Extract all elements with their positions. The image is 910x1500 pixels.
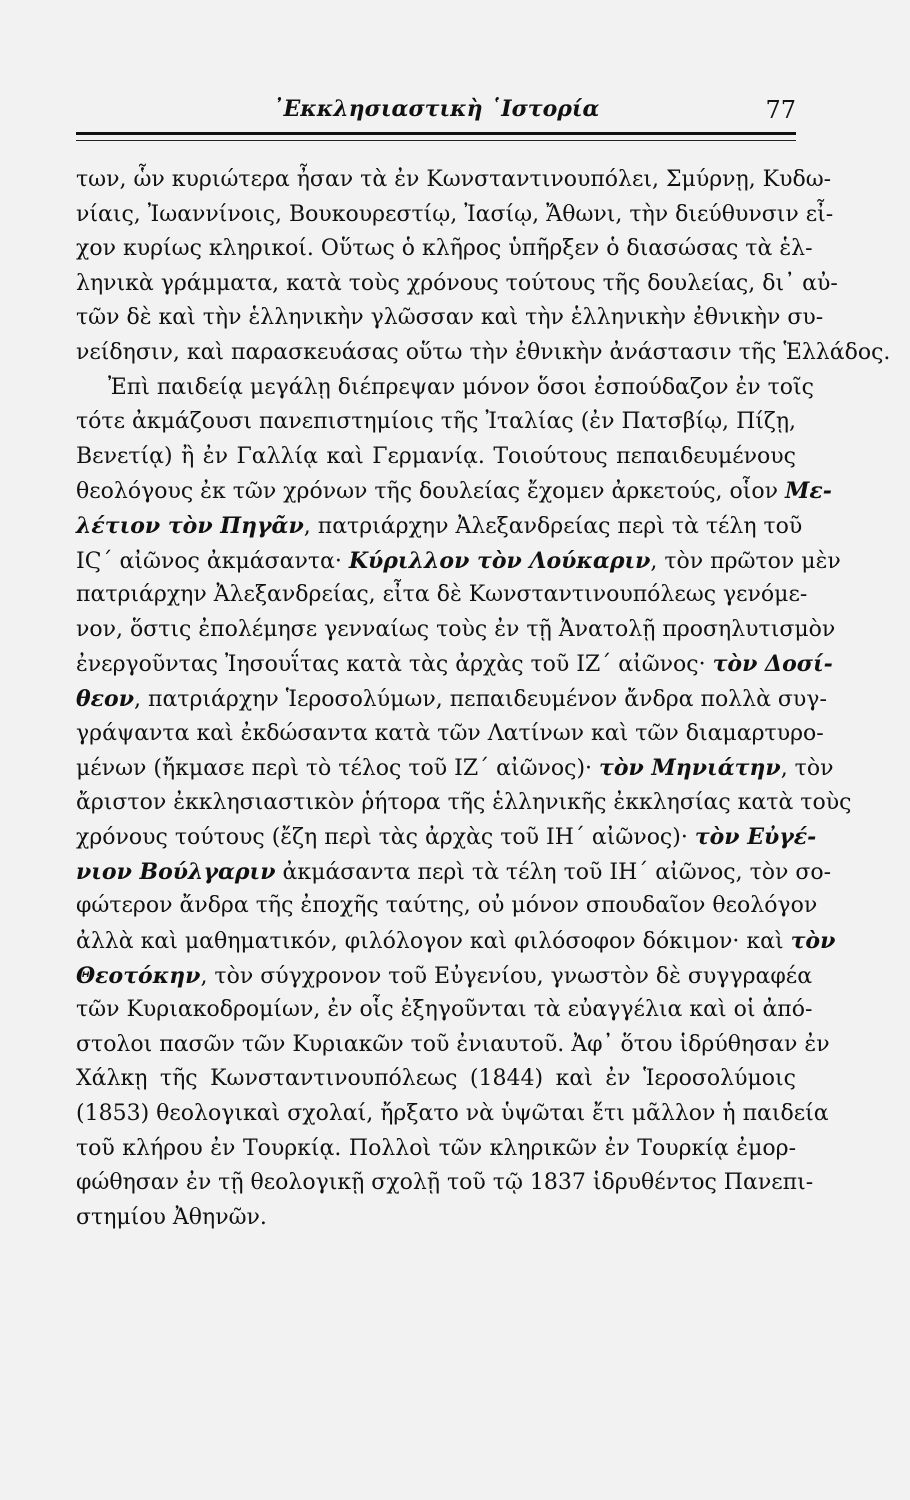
header-rule-thin <box>76 140 796 141</box>
emphasized-name: Θεοτόκην <box>76 962 201 989</box>
text-line <box>76 301 824 336</box>
text-segment: των, ὧν κυριώτερα ἦσαν τὰ ἐν Κωνσταντινουπόλει, Σμύρνῃ, Κυδω- <box>76 167 832 192</box>
text-line <box>76 578 808 613</box>
text-line <box>76 1028 830 1063</box>
emphasized-name: τὸν Εὐγέ- <box>694 824 817 851</box>
running-title: ᾿Εκκλησιαστικὴ ῾Ιστορία <box>272 96 600 122</box>
text-segment: Ἐπὶ παιδείᾳ μεγάλῃ διέπρεψαν μόνον ὅσοι ἐσπούδαζον ἐν τοῖς <box>108 374 814 400</box>
text-line <box>76 820 817 855</box>
text-segment: ἀκμάσαντα περὶ τὰ τέλη τοῦ ΙΗ΄ αἰῶνος, τὸν σο- <box>275 859 832 885</box>
page-number: 77 <box>765 96 796 124</box>
header-rule-thick <box>76 132 796 135</box>
text-segment: , τὸν σύγχρονον τοῦ Εὐγενίου, γνωστὸν δὲ συγγραφέα <box>200 963 813 989</box>
text-line <box>76 889 818 924</box>
text-line <box>76 1166 814 1201</box>
text-line <box>76 717 824 752</box>
text-segment: ἐνεργοῦντας Ἰησουΐτας κατὰ τὰς ἀρχὰς τοῦ ΙΖ΄ αἰῶνος· <box>76 652 713 678</box>
text-segment: χον κυρίως κληρικοί. Οὕτως ὁ κλῆρος ὑπῆρξεν ὁ διασώσας τὰ ἑλ- <box>76 236 813 262</box>
emphasized-name: τὸν Μηνιάτην <box>599 755 781 782</box>
page-header <box>76 96 796 132</box>
text-line <box>76 544 841 579</box>
text-segment: γράψαντα καὶ ἐκδώσαντα κατὰ τῶν Λατίνων καὶ τῶν διαμαρτυρο- <box>76 720 824 746</box>
text-line <box>76 855 832 890</box>
emphasized-name: νιον Βούλγαριν <box>76 858 276 885</box>
text-segment: τότε ἀκμάζουσι πανεπιστημίοις τῆς Ἰταλίας (ἐν Πατσβίῳ, Πίζῃ, <box>76 409 796 435</box>
text-line <box>76 198 834 233</box>
emphasized-name: Κύριλλον τὸν Λούκαριν <box>348 547 651 574</box>
text-line <box>76 1062 796 1097</box>
text-line <box>76 613 836 648</box>
text-segment: νείδησιν, καὶ παρασκευάσας οὕτω τὴν ἐθνικὴν ἀνάστασιν τῆς Ἑλλάδος. <box>76 339 891 365</box>
text-segment: ἄριστον ἐκκλησιαστικὸν ῥήτορα τῆς ἑλληνικῆς ἐκκλησίας κατὰ τοὺς <box>76 789 852 815</box>
body-text <box>76 163 891 1235</box>
text-segment: πατριάρχην Ἀλεξανδρείας, εἶτα δὲ Κωνσταντινουπόλεως γενόμε- <box>76 582 808 608</box>
emphasized-name: τὸν Δοσί- <box>712 651 833 678</box>
text-line <box>76 1132 796 1167</box>
text-segment: , πατριάρχην Ἀλεξανδρείας περὶ τὰ τέλη τοῦ <box>303 513 803 539</box>
text-line <box>76 993 813 1028</box>
text-segment: στημίου Ἀθηνῶν. <box>76 1204 267 1230</box>
text-line <box>76 1097 829 1132</box>
text-line <box>76 751 834 786</box>
emphasized-name: Με- <box>785 478 832 505</box>
text-line <box>76 267 838 302</box>
text-line <box>76 786 852 821</box>
text-segment: (1853) θεολογικαὶ σχολαί, ἤρξατο νὰ ὑψῶται ἔτι μᾶλλον ἡ παιδεία <box>76 1101 829 1127</box>
text-segment: , πατριάρχην Ἱεροσολύμων, πεπαιδευμένον ἄνδρα πολλὰ συγ- <box>134 686 827 712</box>
text-line <box>76 405 796 440</box>
text-line <box>76 509 803 544</box>
text-line <box>76 232 813 267</box>
text-line <box>76 163 832 198</box>
text-segment: ἀλλὰ καὶ μαθηματικόν, φιλόλογον καὶ φιλόσοφον δόκιμον· καὶ <box>76 929 791 955</box>
text-segment: χρόνους τούτους (ἔζη περὶ τὰς ἀρχὰς τοῦ ΙΗ΄ αἰῶνος)· <box>76 825 695 851</box>
text-line <box>76 474 832 509</box>
text-segment: μένων (ἤκμασε περὶ τὸ τέλος τοῦ ΙΖ΄ αἰῶνος)· <box>76 756 600 782</box>
emphasized-name: θεον <box>76 685 134 712</box>
text-line <box>76 440 796 475</box>
text-line <box>76 924 836 959</box>
text-line <box>76 1201 796 1236</box>
text-line <box>76 371 814 406</box>
text-segment: νον, ὅστις ἐπολέμησε γενναίως τοὺς ἐν τῇ Ἀνατολῇ προσηλυτισμὸν <box>76 616 836 642</box>
text-segment: τοῦ κλήρου ἐν Τουρκίᾳ. Πολλοὶ τῶν κληρικῶν ἐν Τουρκίᾳ ἐμορ- <box>76 1135 796 1161</box>
text-line <box>76 647 833 682</box>
text-segment: φώτερον ἄνδρα τῆς ἐποχῆς ταύτης, οὐ μόνον σπουδαῖον θεολόγον <box>76 893 818 919</box>
text-line <box>76 336 891 371</box>
text-segment: , τὸν πρῶτον μὲν <box>650 548 841 574</box>
emphasized-name: λέτιον τὸν Πηγᾶν <box>76 512 304 539</box>
text-segment: φώθησαν ἐν τῇ θεολογικῇ σχολῇ τοῦ τῷ 1837 ἱδρυθέντος Πανεπι- <box>76 1170 814 1196</box>
text-segment: ληνικὰ γράμματα, κατὰ τοὺς χρόνους τούτους τῆς δουλείας, δι᾿ αὐ- <box>76 270 838 296</box>
emphasized-name: τὸν <box>790 928 836 955</box>
text-segment: , τὸν <box>780 756 834 782</box>
text-segment: τῶν Κυριακοδρομίων, ἐν οἷς ἐξηγοῦνται τὰ εὐαγγέλια καὶ οἱ ἀπό- <box>76 997 813 1023</box>
text-segment: θεολόγους ἐκ τῶν χρόνων τῆς δουλείας ἔχομεν ἀρκετούς, οἷον <box>76 479 786 505</box>
text-segment: Βενετίᾳ) ἢ ἐν Γαλλίᾳ καὶ Γερμανίᾳ. Τοιούτους πεπαιδευμένους <box>76 443 796 469</box>
text-segment: στολοι πασῶν τῶν Κυριακῶν τοῦ ἐνιαυτοῦ. Ἀφ᾿ ὅτου ἱδρύθησαν ἐν <box>76 1031 830 1057</box>
text-line <box>76 682 827 717</box>
text-line <box>76 959 813 994</box>
text-segment: ΙϚ΄ αἰῶνος ἀκμάσαντα· <box>76 548 349 574</box>
text-segment: Χάλκῃ τῆς Κωνσταντινουπόλεως (1844) καὶ ἐν Ἱεροσολύμοις <box>76 1066 796 1092</box>
text-segment: τῶν δὲ καὶ τὴν ἑλληνικὴν γλῶσσαν καὶ τὴν ἑλληνικὴν ἐθνικὴν συ- <box>76 305 824 331</box>
text-segment: νίαις, Ἰωαννίνοις, Βουκουρεστίῳ, Ἰασίῳ, Ἄθωνι, τὴν διεύθυνσιν εἶ- <box>76 201 834 227</box>
